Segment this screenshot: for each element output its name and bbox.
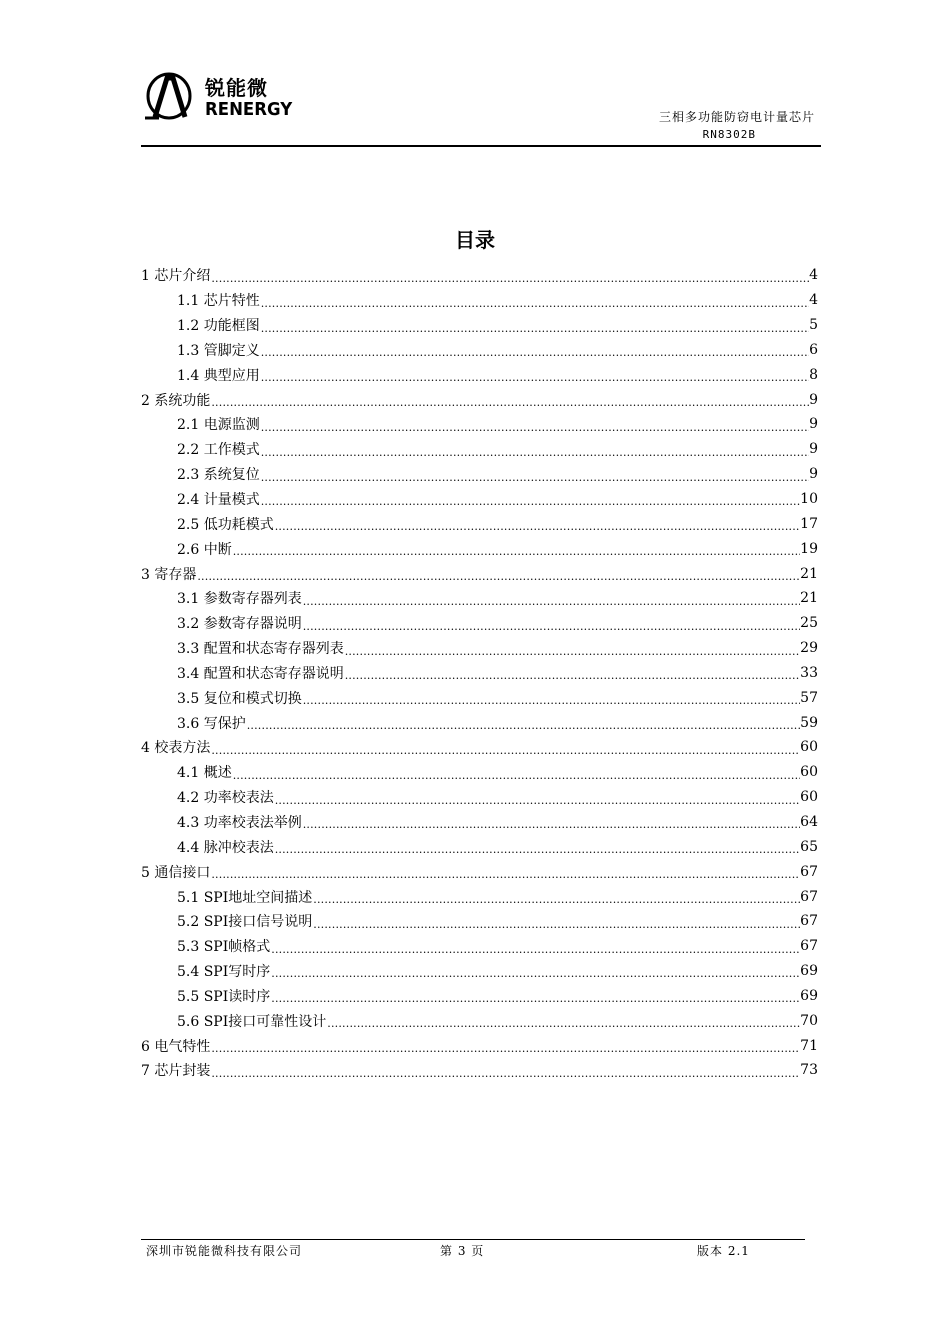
toc-dot-leader (275, 841, 800, 859)
toc-entry-label: 4.2 功率校表法 (177, 790, 274, 807)
toc-entry-label: 5.1 SPI地址空间描述 (177, 889, 313, 906)
document-model: RN8302B (702, 128, 756, 141)
toc-entry[interactable] (141, 661, 818, 686)
toc-entry[interactable] (141, 511, 818, 536)
toc-entry-page: 19 (800, 540, 818, 557)
toc-entry-page: 4 (809, 267, 818, 284)
toc-entry-page: 17 (800, 515, 818, 532)
toc-dot-leader (345, 667, 800, 685)
toc-entry-label: 3.4 配置和状态寄存器说明 (177, 665, 344, 682)
toc-dot-leader (211, 742, 800, 760)
toc-entry-label: 7 芯片封装 (141, 1063, 211, 1080)
toc-dot-leader (197, 568, 800, 586)
toc-entry-label: 3.3 配置和状态寄存器列表 (177, 641, 344, 658)
toc-entry[interactable] (141, 387, 818, 412)
company-logo (145, 70, 315, 122)
toc-entry[interactable] (141, 685, 818, 710)
toc-entry-page: 59 (800, 714, 818, 731)
toc-entry-page: 33 (800, 664, 818, 681)
toc-entry[interactable] (141, 1008, 818, 1033)
toc-entry-label: 5.6 SPI接口可靠性设计 (177, 1013, 327, 1030)
toc-entry-label: 2.3 系统复位 (177, 467, 260, 484)
toc-entry[interactable] (141, 586, 818, 611)
toc-entry-page: 73 (800, 1062, 818, 1079)
toc-entry-page: 69 (800, 963, 818, 980)
toc-entry-label: 2.2 工作模式 (177, 442, 260, 459)
toc-entry-label: 2.1 电源监测 (177, 417, 260, 434)
toc-entry-page: 9 (809, 441, 818, 458)
toc-entry-page: 60 (800, 789, 818, 806)
toc-dot-leader (327, 1015, 800, 1033)
toc-entry[interactable] (141, 536, 818, 561)
toc-entry[interactable] (141, 462, 818, 487)
toc-entry-page: 71 (800, 1037, 818, 1054)
toc-entry-page: 9 (809, 416, 818, 433)
toc-entry-page: 57 (800, 689, 818, 706)
document-title: 三相多功能防窃电计量芯片 (658, 110, 815, 124)
toc-entry-page: 60 (800, 739, 818, 756)
toc-dot-leader (261, 444, 809, 462)
toc-entry-page: 65 (800, 838, 818, 855)
toc-entry-page: 67 (800, 938, 818, 955)
toc-entry-page: 64 (800, 813, 818, 830)
toc-entry[interactable] (141, 884, 818, 909)
toc-entry[interactable] (141, 636, 818, 661)
toc-dot-leader (261, 295, 809, 313)
toc-entry-label: 5.2 SPI接口信号说明 (177, 914, 313, 931)
toc-entry-label: 1.4 典型应用 (177, 367, 260, 384)
toc-entry[interactable] (141, 909, 818, 934)
toc-entry-label: 3 寄存器 (141, 566, 197, 583)
toc-entry[interactable] (141, 810, 818, 835)
toc-entry-page: 29 (800, 640, 818, 657)
toc-dot-leader (211, 1040, 800, 1058)
toc-entry-page: 70 (800, 1012, 818, 1029)
toc-dot-leader (345, 643, 800, 661)
toc-entry-label: 1.2 功能框图 (177, 318, 260, 335)
toc-entry-label: 4.1 概述 (177, 765, 232, 782)
toc-dot-leader (261, 469, 809, 487)
renergy-logo-icon (145, 70, 201, 122)
toc-entry[interactable] (141, 834, 818, 859)
toc-dot-leader (303, 692, 800, 710)
toc-entry[interactable] (141, 313, 818, 338)
toc-entry-label: 2 系统功能 (141, 392, 211, 409)
toc-dot-leader (233, 543, 800, 561)
toc-entry[interactable] (141, 735, 818, 760)
toc-dot-leader (261, 419, 809, 437)
toc-entry-page: 6 (809, 341, 818, 358)
toc-entry-page: 9 (809, 466, 818, 483)
footer-divider (141, 1239, 805, 1240)
toc-dot-leader (271, 941, 800, 959)
toc-entry-label: 1 芯片介绍 (141, 268, 211, 285)
toc-dot-leader (247, 717, 800, 735)
toc-dot-leader (313, 916, 800, 934)
toc-dot-leader (271, 990, 800, 1008)
toc-dot-leader (261, 320, 809, 338)
toc-entry-label: 3.2 参数寄存器说明 (177, 616, 302, 633)
toc-dot-leader (303, 816, 800, 834)
toc-entry[interactable] (141, 959, 818, 984)
toc-entry-label: 6 电气特性 (141, 1038, 211, 1055)
toc-entry[interactable] (141, 263, 818, 288)
toc-heading: 目录 (455, 228, 495, 252)
toc-entry[interactable] (141, 760, 818, 785)
toc-entry-page: 25 (800, 615, 818, 632)
toc-dot-leader (275, 518, 800, 536)
toc-dot-leader (261, 369, 809, 387)
footer-page-number: 第 3 页 (440, 1244, 485, 1258)
toc-dot-leader (261, 493, 800, 511)
header-divider (141, 145, 821, 147)
toc-entry-label: 2.6 中断 (177, 541, 232, 558)
toc-entry[interactable] (141, 338, 818, 363)
toc-dot-leader (233, 767, 800, 785)
toc-entry-label: 5.5 SPI读时序 (177, 988, 271, 1005)
toc-entry-label: 2.5 低功耗模式 (177, 516, 274, 533)
logo-english-name: RENERGY (205, 99, 293, 120)
toc-entry-page: 67 (800, 888, 818, 905)
toc-entry[interactable] (141, 710, 818, 735)
toc-entry-label: 4.4 脉冲校表法 (177, 839, 274, 856)
toc-entry-label: 1.1 芯片特性 (177, 293, 260, 310)
toc-dot-leader (211, 866, 800, 884)
toc-entry[interactable] (141, 487, 818, 512)
toc-entry-page: 21 (800, 590, 818, 607)
footer-company: 深圳市锐能微科技有限公司 (146, 1244, 303, 1258)
toc-entry-label: 4 校表方法 (141, 740, 211, 757)
toc-entry-page: 67 (800, 913, 818, 930)
toc-entry-label: 3.5 复位和模式切换 (177, 690, 302, 707)
toc-entry[interactable] (141, 934, 818, 959)
toc-dot-leader (313, 891, 800, 909)
toc-entry-page: 5 (809, 317, 818, 334)
toc-entry-label: 3.1 参数寄存器列表 (177, 591, 302, 608)
toc-entry-page: 9 (809, 391, 818, 408)
toc-entry[interactable] (141, 1033, 818, 1058)
toc-entry-page: 69 (800, 987, 818, 1004)
toc-entry[interactable] (141, 412, 818, 437)
toc-entry-page: 67 (800, 863, 818, 880)
toc-entry-page: 10 (800, 491, 818, 508)
toc-entry[interactable] (141, 983, 818, 1008)
toc-entry[interactable] (141, 785, 818, 810)
toc-entry[interactable] (141, 611, 818, 636)
toc-dot-leader (303, 593, 800, 611)
toc-entry[interactable] (141, 561, 818, 586)
toc-entry-label: 1.3 管脚定义 (177, 342, 260, 359)
toc-entry-page: 4 (809, 292, 818, 309)
logo-chinese-name: 锐能微 (205, 76, 268, 100)
toc-entry-label: 5 通信接口 (141, 864, 211, 881)
toc-dot-leader (303, 618, 800, 636)
footer-version: 版本 2.1 (697, 1244, 750, 1258)
toc-entry[interactable] (141, 437, 818, 462)
toc-dot-leader (211, 1065, 800, 1083)
toc-entry[interactable] (141, 859, 818, 884)
toc-entry-page: 21 (800, 565, 818, 582)
toc-entry-page: 8 (809, 366, 818, 383)
table-of-contents (141, 263, 818, 1083)
toc-entry-label: 3.6 写保护 (177, 715, 246, 732)
toc-entry-label: 2.4 计量模式 (177, 492, 260, 509)
toc-dot-leader (261, 344, 809, 362)
toc-entry-page: 60 (800, 764, 818, 781)
toc-dot-leader (275, 792, 800, 810)
toc-entry-label: 4.3 功率校表法举例 (177, 814, 302, 831)
toc-entry[interactable] (141, 1058, 818, 1083)
toc-entry-label: 5.3 SPI帧格式 (177, 939, 271, 956)
toc-dot-leader (211, 394, 809, 412)
toc-dot-leader (271, 965, 800, 983)
toc-entry[interactable] (141, 288, 818, 313)
toc-entry[interactable] (141, 362, 818, 387)
toc-entry-label: 5.4 SPI写时序 (177, 964, 271, 981)
toc-dot-leader (211, 270, 809, 288)
